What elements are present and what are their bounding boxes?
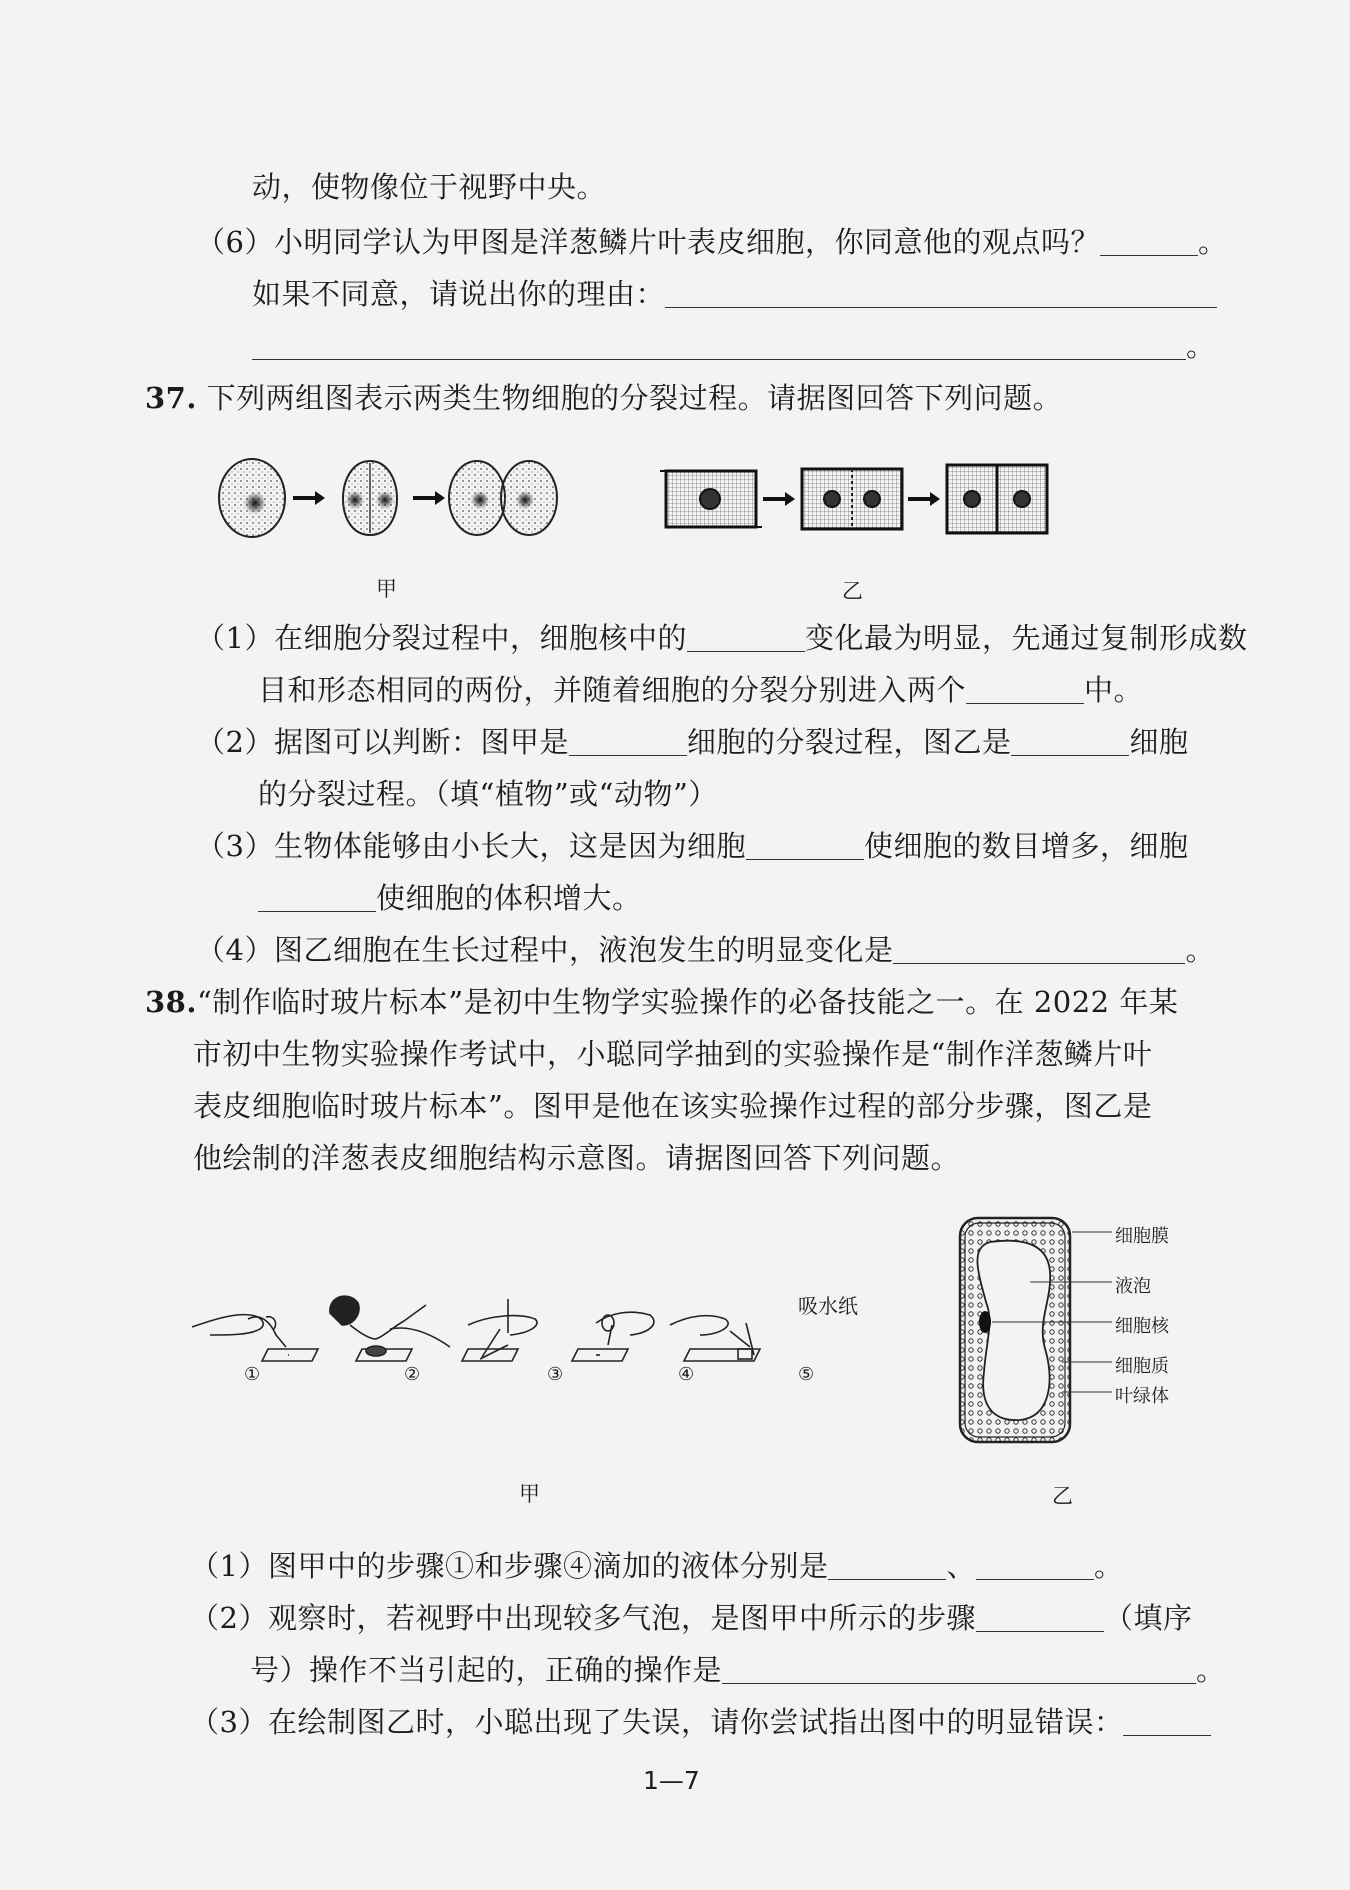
cytoplasm-label: 细胞质 (1115, 1356, 1169, 1377)
answer-line: 。 (252, 326, 1216, 366)
question-38-2-cont: 号）操作不当引起的，正确的操作是 。 (250, 1653, 1226, 1687)
step-label: ① (244, 1364, 261, 1385)
step-label: ② (404, 1364, 421, 1385)
onion-cell-diagram (950, 1212, 1250, 1448)
figure-label-yi: 乙 (842, 579, 863, 603)
question-38-2: （2）观察时，若视野中出现较多气泡，是图甲中所示的步骤 （填序 (190, 1601, 1193, 1635)
question-6-reason: 如果不同意，请说出你的理由： (252, 274, 1217, 314)
text-line: 动，使物像位于视野中央。 (252, 170, 607, 204)
answer-blank[interactable] (1100, 225, 1198, 256)
slide-preparation-steps-figure (190, 1285, 870, 1385)
question-38-stem-4: 他绘制的洋葱表皮细胞结构示意图。请据图回答下列问题。 (193, 1141, 961, 1175)
figure-label-jia: 甲 (376, 577, 397, 601)
answer-blank[interactable] (746, 829, 864, 860)
question-37-4: （4）图乙细胞在生长过程中，液泡发生的明显变化是 。 (196, 933, 1215, 967)
question-6: （6）小明同学认为甲图是洋葱鳞片叶表皮细胞，你同意他的观点吗？ 。 (196, 225, 1228, 259)
page-number: 1—7 (643, 1766, 700, 1795)
question-37-2: （2）据图可以判断：图甲是 细胞的分裂过程，图乙是 细胞 (196, 725, 1189, 759)
answer-blank[interactable] (252, 329, 1186, 360)
answer-blank[interactable] (976, 1549, 1094, 1580)
answer-blank[interactable] (1011, 725, 1129, 756)
cell-membrane-label: 细胞膜 (1115, 1226, 1169, 1247)
step-label: ③ (547, 1364, 564, 1385)
question-37-2-cont: 的分裂过程。（填“植物”或“动物”） (258, 777, 718, 811)
step-label: ⑤ (798, 1364, 815, 1385)
answer-blank[interactable] (258, 881, 376, 912)
question-37-stem: 37. 下列两组图表示两类生物细胞的分裂过程。请据图回答下列问题。 (145, 381, 1063, 415)
answer-blank[interactable] (966, 673, 1084, 704)
vacuole-label: 液泡 (1115, 1276, 1151, 1297)
nucleus-label: 细胞核 (1115, 1316, 1169, 1337)
question-38-3: （3）在绘制图乙时，小聪出现了失误，请你尝试指出图中的明显错误： (190, 1702, 1211, 1742)
answer-blank[interactable] (893, 933, 1185, 964)
question-38-stem: 38.“制作临时玻片标本”是初中生物学实验操作的必备技能之一。在 2022 年某 (145, 985, 1179, 1019)
chloroplast-label: 叶绿体 (1115, 1386, 1169, 1407)
answer-blank[interactable] (976, 1601, 1104, 1632)
answer-blank[interactable] (828, 1549, 946, 1580)
figure-label-jia: 甲 (519, 1482, 540, 1506)
animal-cell-division-figure (215, 455, 575, 545)
absorbent-paper-label: 吸水纸 (798, 1294, 858, 1318)
answer-blank[interactable] (569, 725, 687, 756)
answer-blank[interactable] (722, 1653, 1196, 1684)
question-37-1-cont: 目和形态相同的两份，并随着细胞的分裂分别进入两个 中。 (258, 673, 1144, 707)
answer-blank[interactable] (665, 277, 1217, 308)
question-38-stem-3: 表皮细胞临时玻片标本”。图甲是他在该实验操作过程的部分步骤，图乙是 (193, 1089, 1153, 1123)
answer-blank[interactable] (687, 621, 805, 652)
answer-blank[interactable] (1123, 1705, 1211, 1736)
step-label: ④ (678, 1364, 695, 1385)
plant-cell-division-figure (660, 455, 1060, 545)
question-38-1: （1）图甲中的步骤①和步骤④滴加的液体分别是 、 。 (190, 1549, 1124, 1583)
question-37-3-cont: 使细胞的体积增大。 (258, 878, 642, 918)
question-38-stem-2: 市初中生物实验操作考试中，小聪同学抽到的实验操作是“制作洋葱鳞片叶 (193, 1037, 1153, 1071)
question-37-3: （3）生物体能够由小长大，这是因为细胞 使细胞的数目增多，细胞 (196, 829, 1189, 863)
question-37-1: （1）在细胞分裂过程中，细胞核中的 变化最为明显，先通过复制形成数 (196, 621, 1248, 655)
figure-label-yi: 乙 (1052, 1484, 1073, 1508)
